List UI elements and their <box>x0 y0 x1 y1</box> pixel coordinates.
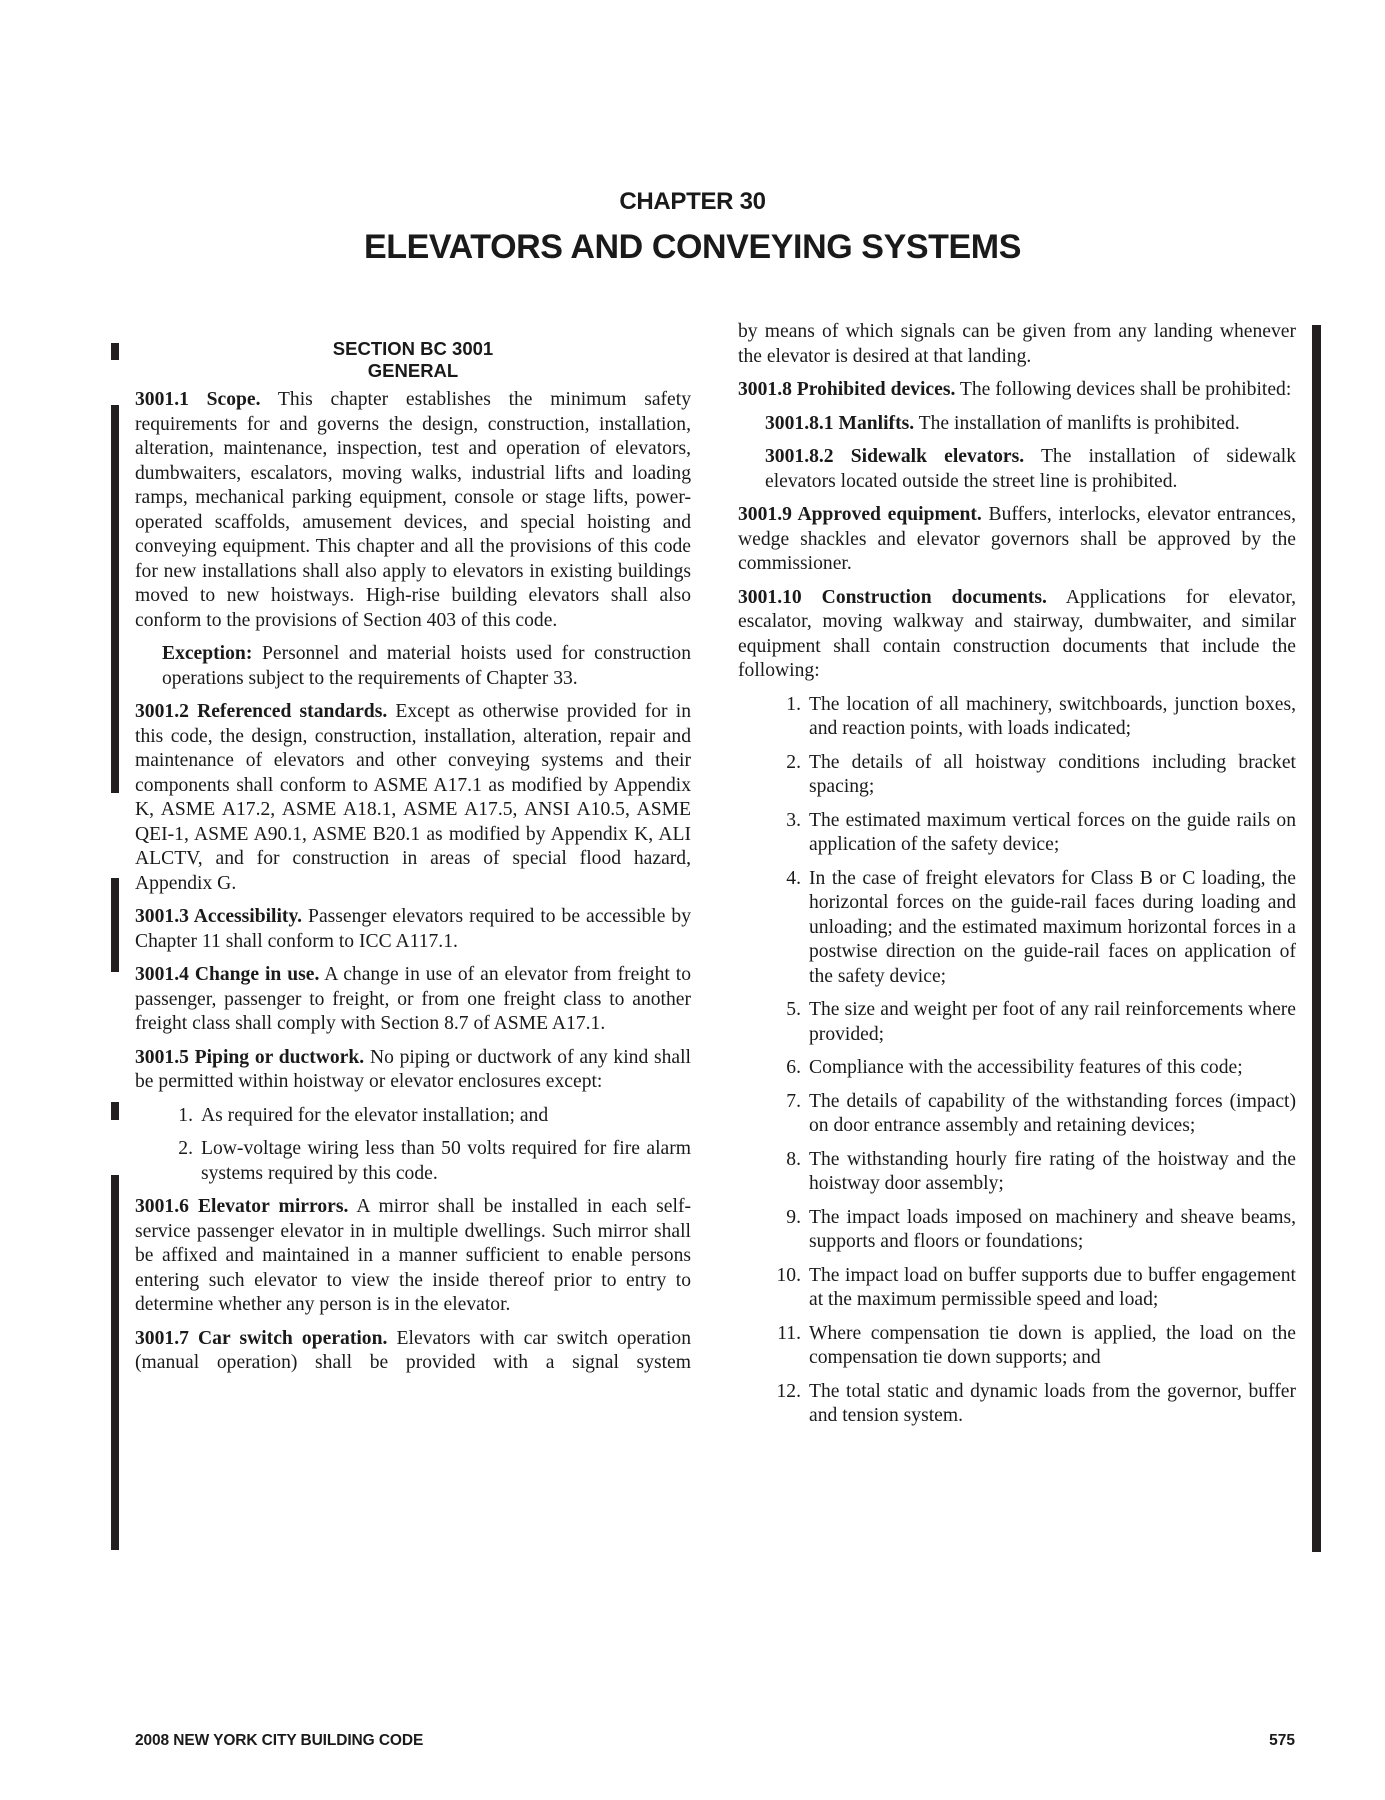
section-title: 3001.4 Change in use. <box>135 964 320 985</box>
list-item <box>738 867 1296 990</box>
section-body: The installation of sidewalk elevators located outside the street line is prohibited. <box>765 446 1297 492</box>
list-text: Compliance with the accessibility features of this code; <box>809 1057 1243 1078</box>
list-item <box>738 1380 1296 1429</box>
list-item <box>135 1104 691 1129</box>
section-body: A mirror shall be installed in each self-service passenger elevator in in multiple dwellings. Such mirror shall be affixed and maintained in a manner sufficient to enable persons entering such elevator to view the inside thereof prior to entry to determine whether any person is in the elevator. <box>135 1196 691 1315</box>
section-body: Applications for elevator, escalator, moving walkway and stairway, dumbwaiter, and similar equipment shall contain construction documents that include the following: <box>738 586 1296 681</box>
section-title: 3001.2 Referenced standards. <box>135 701 388 722</box>
section-title: 3001.8.1 Manlifts. <box>765 412 915 434</box>
section-3001-8-1 <box>738 412 1296 437</box>
list-number: 10. <box>776 1264 801 1286</box>
list-item <box>135 1137 691 1186</box>
section-3001-10 <box>738 586 1296 684</box>
list-item <box>738 1322 1296 1371</box>
construction-documents-list <box>738 693 1296 1429</box>
piping-exceptions-list <box>135 1104 691 1187</box>
section-heading-title: GENERAL <box>367 360 459 381</box>
list-item <box>738 751 1296 800</box>
section-title: 3001.8.2 Sidewalk elevators. <box>765 446 1025 467</box>
list-item <box>738 1090 1296 1139</box>
list-text: The details of capability of the withstanding forces (impact) on door entrance assembly and retaining devices; <box>809 1090 1296 1136</box>
section-3001-3 <box>135 905 691 954</box>
list-text: The location of all machinery, switchboards, junction boxes, and reaction points, with loads indicated; <box>809 693 1296 739</box>
change-bar-left-4 <box>111 1102 119 1120</box>
section-body: Passenger elevators required to be accessible by Chapter 11 shall conform to ICC A117.1. <box>135 906 691 952</box>
left-column <box>135 338 691 1385</box>
list-item <box>738 1148 1296 1197</box>
change-bar-left-2 <box>111 405 119 793</box>
section-title: 3001.8 Prohibited devices. <box>738 379 956 400</box>
list-item <box>738 1056 1296 1081</box>
list-text: The withstanding hourly fire rating of the hoistway and the hoistway door assembly; <box>809 1148 1296 1194</box>
list-item <box>738 1264 1296 1313</box>
list-text: Where compensation tie down is applied, the load on the compensation tie down supports; and <box>809 1322 1296 1368</box>
section-heading <box>135 338 691 382</box>
list-number: 4. <box>786 867 801 889</box>
list-item <box>738 693 1296 742</box>
section-heading-number: SECTION BC 3001 <box>332 338 494 359</box>
list-text: As required for the elevator installation; and <box>201 1104 549 1126</box>
section-3001-1 <box>135 388 691 633</box>
list-number: 7. <box>786 1090 801 1112</box>
exception-label: Exception: <box>162 643 253 664</box>
list-number: 1. <box>178 1104 193 1126</box>
list-text: The impact load on buffer supports due to buffer engagement at the maximum permissible speed and load; <box>809 1264 1296 1310</box>
section-body: The installation of manlifts is prohibited. <box>914 412 1240 434</box>
exception <box>135 642 691 691</box>
list-number: 12. <box>776 1380 801 1402</box>
section-3001-2 <box>135 700 691 896</box>
section-title: 3001.5 Piping or ductwork. <box>135 1046 365 1068</box>
section-3001-8 <box>738 378 1296 403</box>
section-3001-9 <box>738 503 1296 577</box>
list-item <box>738 1206 1296 1255</box>
section-3001-8-2 <box>738 445 1296 494</box>
list-text: In the case of freight elevators for Class B or C loading, the horizontal forces on the guide-rail faces during loading and unloading; and the estimated maximum horizontal forces in a postwise direction on the guide-rail faces on application of the safety device; <box>809 867 1296 987</box>
section-3001-5 <box>135 1046 691 1095</box>
section-title: 3001.10 Construction documents. <box>738 586 1047 608</box>
section-title: 3001.1 Scope. <box>135 389 261 410</box>
list-text: Low-voltage wiring less than 50 volts required for fire alarm systems required by this code. <box>201 1138 691 1184</box>
list-text: The details of all hoistway conditions including bracket spacing; <box>809 751 1296 797</box>
list-item <box>738 809 1296 858</box>
list-number: 2. <box>178 1138 193 1159</box>
footer-page-number: 575 <box>1269 1732 1295 1749</box>
list-number: 8. <box>786 1148 801 1170</box>
section-3001-4 <box>135 963 691 1037</box>
chapter-title: ELEVATORS AND CONVEYING SYSTEMS <box>364 228 1021 266</box>
right-column <box>738 320 1296 1438</box>
section-body: The following devices shall be prohibited: <box>955 379 1292 400</box>
section-body: Elevators with car switch operation (manual operation) shall be provided with a signal system <box>135 1327 691 1373</box>
section-title: 3001.3 Accessibility. <box>135 906 303 927</box>
list-number: 9. <box>786 1206 801 1228</box>
section-title: 3001.7 Car switch operation. <box>135 1327 388 1349</box>
exception-body: Personnel and material hoists used for construction operations subject to the requirements of Chapter 33. <box>162 643 691 689</box>
section-body: Buffers, interlocks, elevator entrances, wedge shackles and elevator governors shall be approved by the commissioner. <box>738 504 1296 574</box>
list-item <box>738 998 1296 1047</box>
section-3001-7-continuation: by means of which signals can be given from any landing whenever the elevator is desired at that landing. <box>738 321 1296 367</box>
list-number: 3. <box>786 809 801 831</box>
section-body: Except as otherwise provided for in this code, the design, construction, installation, alteration, repair and maintenance of elevators and other conveying systems and their components shall conform to ASME A17.1 as modified by Appendix K, ASME A17.2, ASME A18.1, ASME A17.5, ANSI A10.5, ASME QEI-1, ASME A90.1, ASME B20.1 as modified by Appendix K, ALI ALCTV, and for construction in areas of special flood hazard, Appendix G. <box>135 701 691 894</box>
list-number: 1. <box>786 693 801 715</box>
section-title: 3001.6 Elevator mirrors. <box>135 1196 349 1217</box>
footer-publication: 2008 NEW YORK CITY BUILDING CODE <box>135 1732 424 1749</box>
chapter-label: CHAPTER 30 <box>619 188 766 215</box>
list-text: The impact loads imposed on machinery and sheave beams, supports and floors or foundations; <box>809 1206 1296 1252</box>
list-number: 2. <box>786 751 801 773</box>
section-title: 3001.9 Approved equipment. <box>738 504 982 525</box>
section-3001-7 <box>135 1327 691 1376</box>
list-number: 11. <box>777 1322 801 1344</box>
change-bar-left-1 <box>111 343 119 360</box>
list-text: The size and weight per foot of any rail reinforcements where provided; <box>809 999 1296 1045</box>
section-body: This chapter establishes the minimum safety requirements for and governs the design, construction, installation, alteration, maintenance, inspection, test and operation of elevators, dumbwaiters, escalators, moving walks, industrial lifts and loading ramps, mechanical parking equipment, console or stage lifts, power-operated scaffolds, amusement devices, and special hoisting and conveying equipment. This chapter and all the provisions of this code for new installations shall also apply to elevators in existing buildings moved to new hoistways. High-rise building elevators shall also conform to the provisions of Section 403 of this code. <box>135 389 691 631</box>
change-bar-left-5 <box>111 1175 119 1550</box>
list-number: 6. <box>786 1057 801 1078</box>
section-body: A change in use of an elevator from freight to passenger, passenger to freight, or from one freight class to another freight class shall comply with Section 8.7 of ASME A17.1. <box>135 964 691 1034</box>
change-bar-left-3 <box>111 878 119 972</box>
change-bar-right-1 <box>1312 325 1321 1552</box>
section-3001-6 <box>135 1195 691 1318</box>
list-text: The total static and dynamic loads from the governor, buffer and tension system. <box>809 1380 1296 1426</box>
list-number: 5. <box>786 999 801 1020</box>
section-body: No piping or ductwork of any kind shall be permitted within hoistway or elevator enclosures except: <box>135 1046 691 1092</box>
list-text: The estimated maximum vertical forces on the guide rails on application of the safety device; <box>809 809 1296 855</box>
